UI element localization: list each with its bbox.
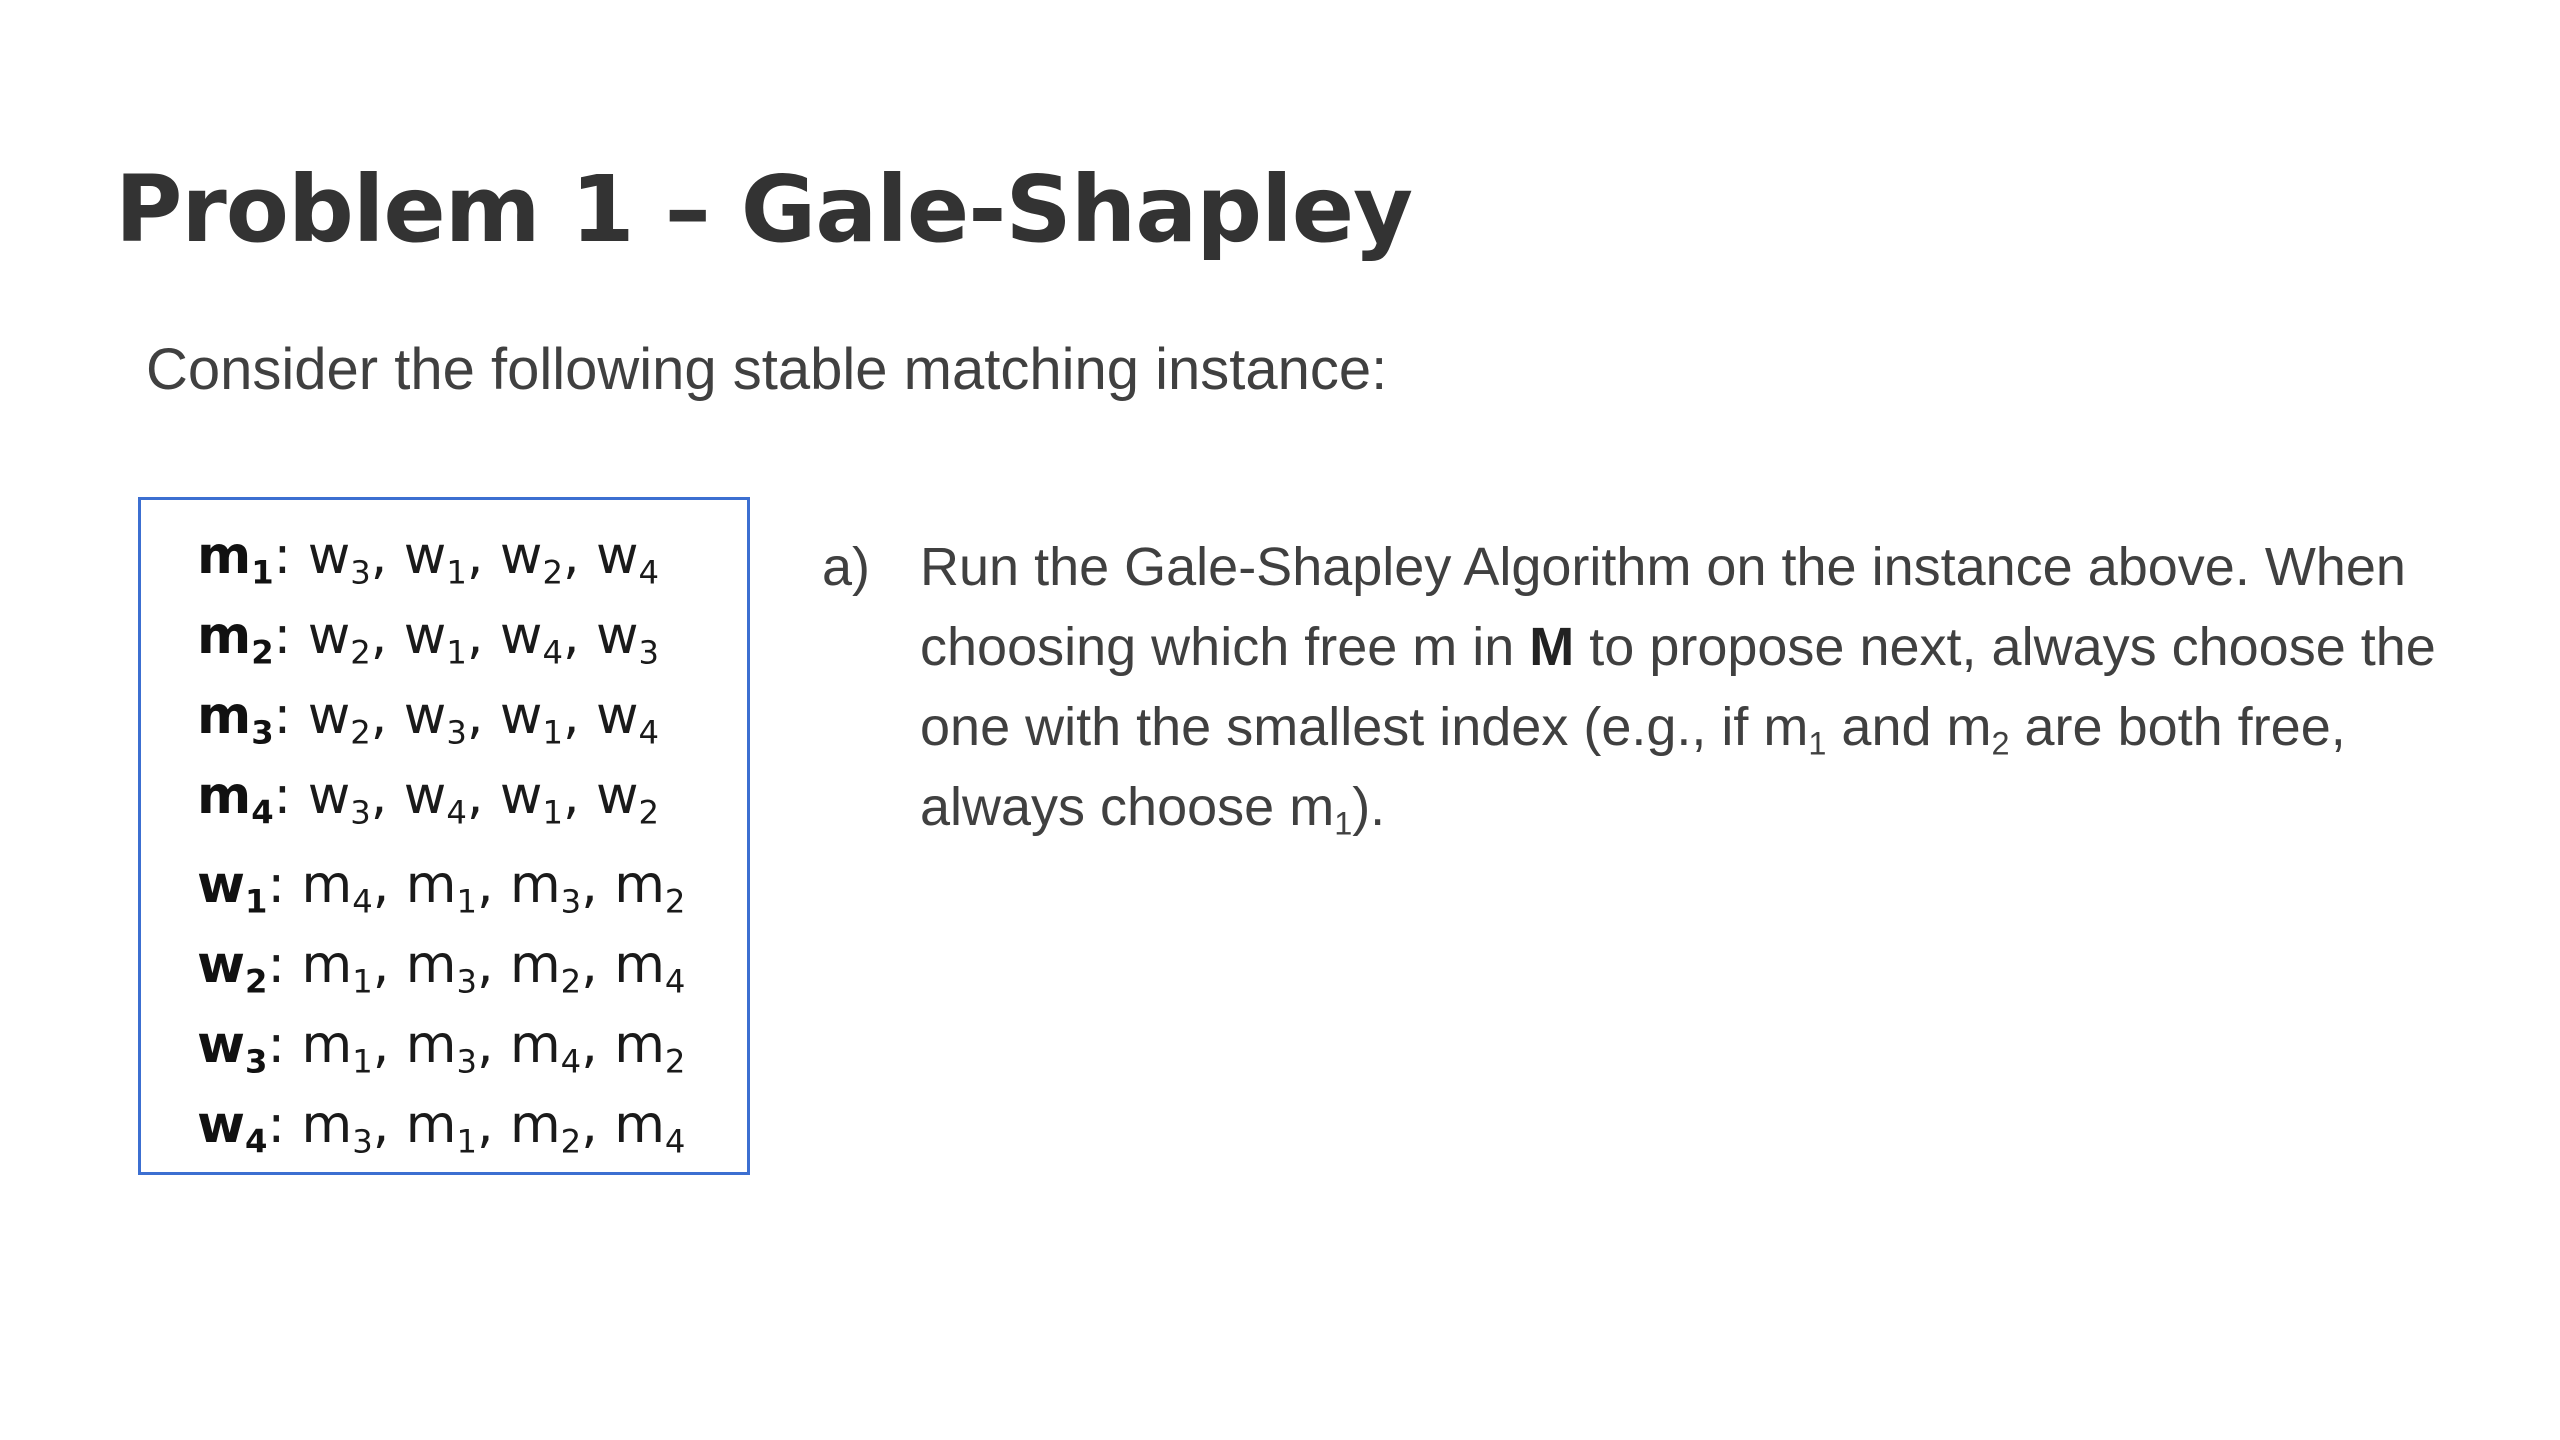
preference-entry: $m_3$ — [301, 1095, 373, 1161]
women-preference-line: $w_1$: $m_4$, $m_1$, $m_3$, $m_2$ — [197, 855, 686, 921]
preference-entry: $w_4$ — [596, 686, 660, 752]
agent-letter: w — [197, 1015, 246, 1075]
preference-list: $w_2$, $w_3$, $w_1$, $w_4$ — [307, 686, 660, 752]
question-text — [920, 527, 2460, 847]
preference-entry: $w_1$ — [403, 526, 467, 592]
preference-box — [138, 497, 750, 1175]
preference-entry: $w_3$ — [307, 766, 371, 832]
agent-letter: m — [197, 606, 252, 666]
preference-entry: $m_2$ — [510, 1095, 582, 1161]
women-preference-line: $w_4$: $m_3$, $m_1$, $m_2$, $m_4$ — [197, 1095, 686, 1161]
preference-list: $m_4$, $m_1$, $m_3$, $m_2$ — [301, 855, 686, 921]
preference-entry: $m_2$ — [614, 1015, 686, 1081]
preference-entry: $w_2$ — [499, 526, 563, 592]
preference-list: $w_2$, $w_1$, $w_4$, $w_3$ — [307, 606, 660, 672]
agent-letter: w — [197, 935, 246, 995]
preference-entry: $w_4$ — [499, 606, 563, 672]
agent-index: 4 — [251, 793, 274, 832]
text-segment: to propose next, always choose the one with the smallest index (e.g., if m — [920, 617, 2436, 757]
men-preference-line: $m_3$: $w_2$, $w_3$, $w_1$, $w_4$ — [197, 686, 660, 752]
preference-entry: $m_1$ — [301, 1015, 373, 1081]
subscript-index: 1 — [1808, 725, 1827, 762]
preference-entry: $m_3$ — [405, 935, 477, 1001]
agent-letter: w — [197, 1095, 246, 1155]
preference-entry: $w_4$ — [403, 766, 467, 832]
preference-entry: $w_3$ — [307, 526, 371, 592]
agent-name — [197, 766, 274, 832]
text-segment: ). — [1352, 777, 1386, 837]
men-preferences — [197, 516, 737, 836]
intro-text: Consider the following stable matching instance: — [146, 337, 1388, 402]
preference-entry: $w_1$ — [499, 686, 563, 752]
text-segment: are both free, always choose m — [920, 697, 2346, 837]
preference-entry: $m_4$ — [510, 1015, 582, 1081]
agent-letter: m — [197, 686, 252, 746]
text-segment: and m — [1826, 697, 1992, 757]
preference-entry: $w_4$ — [596, 526, 660, 592]
agent-name — [197, 1095, 268, 1161]
preference-list: $m_1$, $m_3$, $m_4$, $m_2$ — [301, 1015, 686, 1081]
preference-entry: $w_1$ — [499, 766, 563, 832]
men-preference-line: $m_1$: $w_3$, $w_1$, $w_2$, $w_4$ — [197, 526, 660, 592]
women-preference-line: $w_3$: $m_1$, $m_3$, $m_4$, $m_2$ — [197, 1015, 686, 1081]
agent-index: 2 — [245, 962, 268, 1001]
preference-list: $m_1$, $m_3$, $m_2$, $m_4$ — [301, 935, 686, 1001]
preference-entry: $w_3$ — [596, 606, 660, 672]
preference-entry: $w_2$ — [307, 606, 371, 672]
preference-entry: $w_2$ — [596, 766, 660, 832]
preference-entry: $m_3$ — [405, 1015, 477, 1081]
agent-name — [197, 1015, 268, 1081]
preference-entry: $w_3$ — [403, 686, 467, 752]
agent-name — [197, 855, 268, 921]
preference-entry: $m_1$ — [405, 1095, 477, 1161]
subscript-index: 1 — [1334, 805, 1353, 842]
preference-entry: $w_2$ — [307, 686, 371, 752]
agent-index: 1 — [245, 882, 268, 921]
agent-name — [197, 686, 274, 752]
preference-entry: $m_1$ — [301, 935, 373, 1001]
agent-name — [197, 935, 268, 1001]
men-preference-line: $m_4$: $w_3$, $w_4$, $w_1$, $w_2$ — [197, 766, 660, 832]
agent-index: 1 — [251, 553, 274, 592]
preference-entry: $m_1$ — [405, 855, 477, 921]
preference-entry: $m_4$ — [614, 1095, 686, 1161]
agent-letter: m — [197, 766, 252, 826]
agent-name — [197, 606, 274, 672]
preference-list: $w_3$, $w_4$, $w_1$, $w_2$ — [307, 766, 660, 832]
preference-entry: $m_4$ — [614, 935, 686, 1001]
preference-entry: $m_2$ — [510, 935, 582, 1001]
subscript-index: 2 — [1991, 725, 2010, 762]
preference-entry: $m_4$ — [301, 855, 373, 921]
preference-list: $m_3$, $m_1$, $m_2$, $m_4$ — [301, 1095, 686, 1161]
bold-term: M — [1529, 617, 1575, 677]
preference-entry: $m_2$ — [614, 855, 686, 921]
agent-letter: w — [197, 855, 246, 915]
agent-index: 3 — [251, 713, 274, 752]
agent-index: 3 — [245, 1042, 268, 1081]
preference-entry: $w_1$ — [403, 606, 467, 672]
agent-letter: m — [197, 526, 252, 586]
agent-index: 2 — [251, 633, 274, 672]
question-label: a) — [822, 537, 871, 597]
women-preference-line: $w_2$: $m_1$, $m_3$, $m_2$, $m_4$ — [197, 935, 686, 1001]
agent-name — [197, 526, 274, 592]
agent-index: 4 — [245, 1122, 268, 1161]
preference-entry: $m_3$ — [510, 855, 582, 921]
text-segment: Run the Gale-Shapley Algorithm on the instance above. When choosing which free m in — [920, 537, 2406, 677]
men-preference-line: $m_2$: $w_2$, $w_1$, $w_4$, $w_3$ — [197, 606, 660, 672]
slide-title: Problem 1 – Gale-Shapley — [115, 156, 1413, 263]
preference-list: $w_3$, $w_1$, $w_2$, $w_4$ — [307, 526, 660, 592]
women-preferences — [197, 845, 737, 1165]
